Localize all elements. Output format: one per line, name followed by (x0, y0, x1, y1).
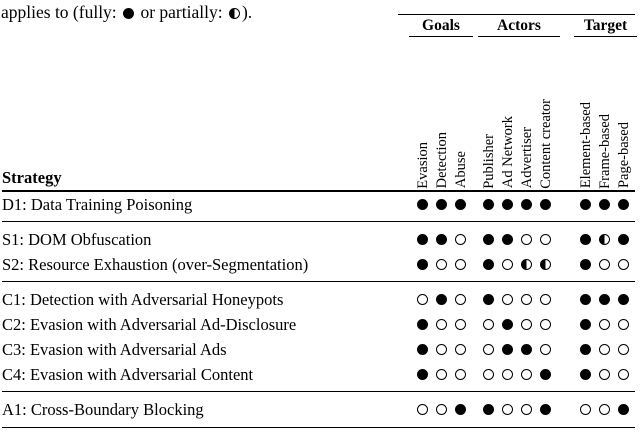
value-cell (413, 287, 432, 312)
column-header-label: Content creator (537, 98, 554, 189)
full-circle-icon (483, 404, 494, 415)
full-circle-icon (417, 234, 428, 245)
value-cell (432, 337, 451, 362)
empty-circle-icon (599, 344, 610, 355)
value-cell (498, 397, 517, 422)
value-cell (517, 312, 536, 337)
empty-circle-icon (483, 319, 494, 330)
value-cell (536, 397, 555, 422)
empty-circle-icon (618, 344, 629, 355)
column-group-spacer (555, 337, 576, 362)
value-cell (479, 397, 498, 422)
value-cell (498, 362, 517, 387)
value-cell (432, 192, 451, 217)
empty-circle-icon (417, 294, 428, 305)
column-group-spacer (470, 397, 479, 422)
full-circle-icon (580, 259, 591, 270)
full-circle-icon (417, 369, 428, 380)
strategy-column-header (2, 42, 413, 188)
value-cell (576, 287, 595, 312)
value-cell (614, 192, 633, 217)
value-cell (614, 252, 633, 277)
value-cell (517, 362, 536, 387)
full-circle-icon (580, 234, 591, 245)
empty-circle-icon (502, 294, 513, 305)
value-cell (536, 192, 555, 217)
value-cell (451, 362, 470, 387)
column-group-spacer (470, 337, 479, 362)
column-group-spacer (470, 312, 479, 337)
caption-text-after: ). (241, 2, 253, 22)
full-circle-icon (599, 199, 610, 210)
value-cell (576, 252, 595, 277)
value-cell (614, 312, 633, 337)
column-header-page-based (614, 42, 633, 188)
column-header-label: Ad Network (499, 116, 516, 189)
value-cell (432, 362, 451, 387)
value-cell (498, 312, 517, 337)
value-cell (451, 337, 470, 362)
value-cell (595, 227, 614, 252)
full-circle-icon (502, 344, 513, 355)
column-group-spacer (555, 287, 576, 312)
full-circle-icon (417, 319, 428, 330)
empty-circle-icon (502, 404, 513, 415)
value-cell (451, 397, 470, 422)
empty-circle-icon (436, 319, 447, 330)
full-circle-icon (502, 234, 513, 245)
full-circle-icon (618, 294, 629, 305)
column-group-spacer (555, 312, 576, 337)
column-group-spacer (555, 42, 576, 188)
value-cell (479, 227, 498, 252)
empty-circle-icon (455, 344, 466, 355)
empty-circle-icon (540, 234, 551, 245)
empty-circle-icon (455, 319, 466, 330)
full-circle-icon (502, 319, 513, 330)
strategy-cell: A1: Cross-Boundary Blocking (2, 399, 204, 419)
column-header-publisher (479, 42, 498, 188)
value-cell (576, 337, 595, 362)
value-cell (498, 227, 517, 252)
value-cell (614, 227, 633, 252)
column-header-detection (432, 42, 451, 188)
empty-circle-icon (599, 259, 610, 270)
strategy-cell: S2: Resource Exhaustion (over-Segmentation) (2, 254, 309, 274)
value-cell (595, 287, 614, 312)
full-circle-icon (580, 369, 591, 380)
strategy-column-header-label: Strategy (2, 168, 62, 188)
empty-circle-icon (455, 234, 466, 245)
value-cell (479, 252, 498, 277)
column-group-spacer (555, 252, 576, 277)
value-cell (576, 227, 595, 252)
value-cell (595, 192, 614, 217)
empty-circle-icon (502, 259, 513, 270)
value-cell (479, 337, 498, 362)
full-circle-icon (580, 199, 591, 210)
value-cell (517, 227, 536, 252)
value-cell (432, 312, 451, 337)
value-cell (517, 287, 536, 312)
value-cell (576, 362, 595, 387)
full-circle-icon (540, 199, 551, 210)
value-cell (576, 397, 595, 422)
value-cell (536, 337, 555, 362)
column-group-spacer (555, 397, 576, 422)
value-cell (517, 337, 536, 362)
column-group-spacer (470, 287, 479, 312)
value-cell (498, 252, 517, 277)
column-header-label: Frame-based (596, 113, 613, 189)
full-circle-icon (436, 199, 447, 210)
column-group-spacer (555, 362, 576, 387)
strategy-cell: C2: Evasion with Adversarial Ad-Disclosure (2, 314, 297, 334)
table-row (2, 337, 635, 362)
strategy-cell: C3: Evasion with Adversarial Ads (2, 339, 227, 359)
empty-circle-icon (540, 319, 551, 330)
value-cell (413, 362, 432, 387)
value-cell (432, 397, 451, 422)
value-cell (479, 192, 498, 217)
strategy-cell: D1: Data Training Poisoning (2, 194, 193, 214)
value-cell (614, 362, 633, 387)
strategy-cell: C4: Evasion with Adversarial Content (2, 364, 254, 384)
full-circle-icon (502, 199, 513, 210)
column-group-spacer (555, 227, 576, 252)
caption-text-before: applies to (fully: (1, 2, 122, 22)
value-cell (536, 287, 555, 312)
value-cell (432, 227, 451, 252)
value-cell (451, 252, 470, 277)
full-circle-icon (580, 294, 591, 305)
column-group-actors: Actors (478, 17, 560, 37)
column-group-spacer (470, 42, 479, 188)
empty-circle-icon (521, 294, 532, 305)
empty-circle-icon (599, 369, 610, 380)
table-row (2, 287, 635, 312)
strategy-cell: C1: Detection with Adversarial Honeypots (2, 289, 284, 309)
value-cell (595, 362, 614, 387)
value-cell (576, 312, 595, 337)
attack-strategies-table (2, 14, 635, 433)
column-header-evasion (413, 42, 432, 188)
full-circle-icon (618, 234, 629, 245)
empty-circle-icon (599, 404, 610, 415)
rotated-header-row (2, 42, 635, 188)
column-header-label: Abuse (452, 151, 469, 189)
value-cell (479, 287, 498, 312)
value-cell (451, 287, 470, 312)
column-header-label: Advertiser (518, 127, 535, 189)
empty-circle-icon (618, 369, 629, 380)
empty-circle-icon (483, 369, 494, 380)
empty-circle-icon (455, 369, 466, 380)
value-cell (451, 192, 470, 217)
empty-circle-icon (436, 404, 447, 415)
column-group-spacer (555, 192, 576, 217)
full-circle-icon (483, 234, 494, 245)
column-header-abuse (451, 42, 470, 188)
full-circle-icon (618, 199, 629, 210)
table-body (2, 192, 635, 429)
value-cell (479, 312, 498, 337)
value-cell (413, 227, 432, 252)
full-circle-icon (580, 344, 591, 355)
full-circle-icon (521, 199, 532, 210)
value-cell (595, 252, 614, 277)
half-circle-icon (521, 259, 532, 270)
value-cell (517, 192, 536, 217)
column-header-content-creator (536, 42, 555, 188)
column-group-spacer (470, 227, 479, 252)
value-cell (614, 337, 633, 362)
full-circle-icon (417, 344, 428, 355)
empty-circle-icon (540, 344, 551, 355)
column-group-spacer (470, 362, 479, 387)
empty-circle-icon (417, 404, 428, 415)
empty-circle-icon (618, 259, 629, 270)
empty-circle-icon (521, 234, 532, 245)
full-circle-icon (540, 404, 551, 415)
empty-circle-icon (521, 369, 532, 380)
table-row (2, 312, 635, 337)
column-group-header-row (2, 15, 635, 42)
column-header-label: Page-based (615, 122, 632, 189)
full-circle-icon (436, 294, 447, 305)
empty-circle-icon (618, 319, 629, 330)
value-cell (451, 227, 470, 252)
full-circle-icon (455, 199, 466, 210)
empty-circle-icon (521, 404, 532, 415)
half-circle-icon (599, 234, 610, 245)
column-group-target: Target (574, 17, 637, 37)
full-circle-icon (483, 199, 494, 210)
column-header-advertiser (517, 42, 536, 188)
empty-circle-icon (455, 259, 466, 270)
value-cell (536, 362, 555, 387)
full-circle-icon (455, 404, 466, 415)
value-cell (595, 312, 614, 337)
value-cell (413, 397, 432, 422)
column-header-frame-based (595, 42, 614, 188)
group-divider-rule (2, 281, 635, 282)
full-circle-icon (417, 259, 428, 270)
group-divider-rule (2, 221, 635, 222)
value-cell (576, 192, 595, 217)
empty-circle-icon (502, 369, 513, 380)
value-cell (413, 252, 432, 277)
empty-circle-icon (436, 259, 447, 270)
full-circle-icon (580, 319, 591, 330)
column-header-label: Evasion (414, 141, 431, 189)
empty-circle-icon (483, 344, 494, 355)
bottom-rule (2, 427, 635, 429)
full-circle-icon (417, 199, 428, 210)
value-cell (451, 312, 470, 337)
full-circle-icon (483, 294, 494, 305)
value-cell (595, 337, 614, 362)
table-row (2, 362, 635, 387)
strategy-cell: S1: DOM Obfuscation (2, 229, 152, 249)
empty-circle-icon (436, 369, 447, 380)
value-cell (413, 337, 432, 362)
value-cell (432, 252, 451, 277)
value-cell (517, 397, 536, 422)
table-row (2, 252, 635, 277)
value-cell (536, 312, 555, 337)
column-header-label: Publisher (480, 133, 497, 189)
value-cell (479, 362, 498, 387)
column-header-ad-network (498, 42, 517, 188)
empty-circle-icon (521, 319, 532, 330)
value-cell (536, 252, 555, 277)
value-cell (614, 397, 633, 422)
empty-circle-icon (436, 344, 447, 355)
half-circle-icon (540, 259, 551, 270)
full-circle-icon (521, 344, 532, 355)
value-cell (413, 312, 432, 337)
full-circle-icon (540, 369, 551, 380)
column-group-goals: Goals (409, 17, 473, 37)
column-header-label: Detection (433, 132, 450, 189)
empty-circle-icon (580, 404, 591, 415)
value-cell (498, 192, 517, 217)
table-row (2, 397, 635, 422)
empty-circle-icon (455, 294, 466, 305)
column-group-spacer (470, 252, 479, 277)
value-cell (595, 397, 614, 422)
column-group-spacer (470, 192, 479, 217)
group-divider-rule (2, 391, 635, 392)
full-circle-icon (599, 294, 610, 305)
column-header-label: Element-based (577, 102, 594, 189)
full-circle-icon (618, 404, 629, 415)
table-row (2, 227, 635, 252)
value-cell (498, 337, 517, 362)
full-circle-icon (483, 259, 494, 270)
value-cell (614, 287, 633, 312)
empty-circle-icon (540, 294, 551, 305)
value-cell (498, 287, 517, 312)
value-cell (536, 227, 555, 252)
table-row (2, 192, 635, 217)
value-cell (432, 287, 451, 312)
caption-text-between: or partially: (136, 2, 227, 22)
value-cell (517, 252, 536, 277)
full-circle-icon (436, 234, 447, 245)
column-header-element-based (576, 42, 595, 188)
empty-circle-icon (599, 319, 610, 330)
value-cell (413, 192, 432, 217)
